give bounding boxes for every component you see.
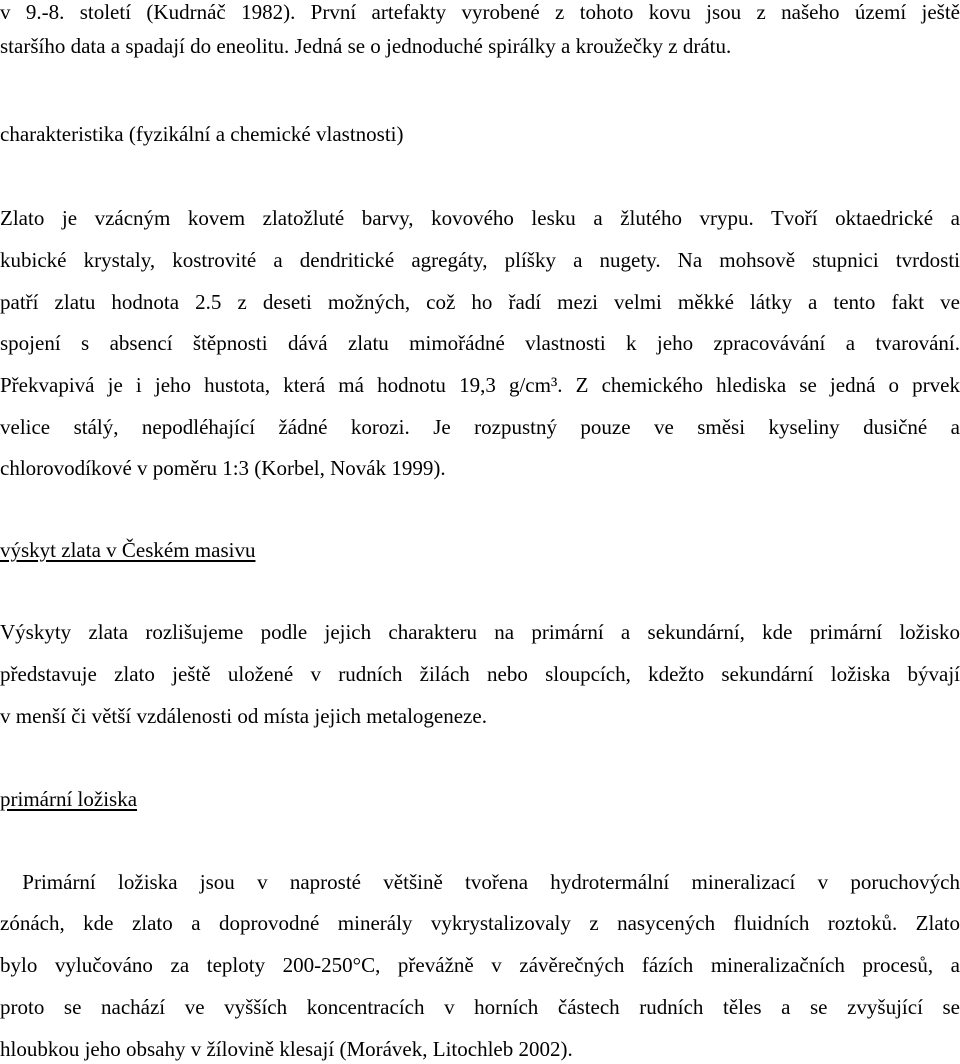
- paragraph-line: Výskyty zlata rozlišujeme podle jejich charakteru na primární a sekundární, kde primární ložisko: [0, 620, 960, 644]
- paragraph-line: patří zlatu hodnota 2.5 z deseti možných, což ho řadí mezi velmi měkké látky a tento fakt ve: [0, 290, 960, 314]
- paragraph-line: v menší či větší vzdálenosti od místa jejich metalogeneze.: [0, 704, 487, 728]
- paragraph-line: představuje zlato ještě uložené v rudních žilách nebo sloupcích, kdežto sekundární ložiska bývají: [0, 662, 960, 686]
- paragraph-line: Zlato je vzácným kovem zlatožluté barvy, kovového lesku a žlutého vrypu. Tvoří oktaedrické a: [0, 206, 960, 230]
- paragraph-line: hloubkou jeho obsahy v žílovině klesají (Morávek, Litochleb 2002).: [0, 1037, 573, 1061]
- paragraph-line: zónách, kde zlato a doprovodné minerály vykrystalizovaly z nasycených fluidních roztoků. Zlato: [0, 911, 960, 935]
- paragraph-line: velice stálý, nepodléhající žádné korozi. Je rozpustný pouze ve směsi kyseliny dusičné a: [0, 415, 960, 439]
- section-heading-primary-deposits: primární ložiska: [0, 787, 138, 811]
- paragraph-line: chlorovodíkové v poměru 1:3 (Korbel, Novák 1999).: [0, 456, 446, 480]
- paragraph-line: spojení s absencí štěpnosti dává zlatu mimořádné vlastnosti k jeho zpracovávání a tvarování.: [0, 331, 960, 355]
- paragraph-line: kubické krystaly, kostrovité a dendritické agregáty, plíšky a nugety. Na mohsově stupnici tvrdosti: [0, 248, 960, 272]
- paragraph-line: Primární ložiska jsou v naprosté většině tvořena hydrotermální mineralizací v poruchových: [0, 870, 960, 894]
- paragraph-line: bylo vylučováno za teploty 200-250°C, převážně v závěrečných fázích mineralizačních procesů, a: [0, 953, 960, 977]
- section-heading-characteristics: charakteristika (fyzikální a chemické vlastnosti): [0, 122, 404, 146]
- paragraph-line: proto se nachází ve vyšších koncentracích v horních částech rudních těles a se zvyšující se: [0, 995, 960, 1019]
- intro-line: v 9.-8. století (Kudrnáč 1982). První artefakty vyrobené z tohoto kovu jsou z našeho území ještě: [0, 0, 960, 24]
- section-heading-occurrence: výskyt zlata v Českém masivu: [0, 538, 256, 562]
- intro-line: staršího data a spadají do eneolitu. Jedná se o jednoduché spirálky a kroužečky z drátu.: [0, 34, 732, 58]
- paragraph-line: Překvapivá je i jeho hustota, která má hodnotu 19,3 g/cm³. Z chemického hlediska se jedná o prvek: [0, 373, 960, 397]
